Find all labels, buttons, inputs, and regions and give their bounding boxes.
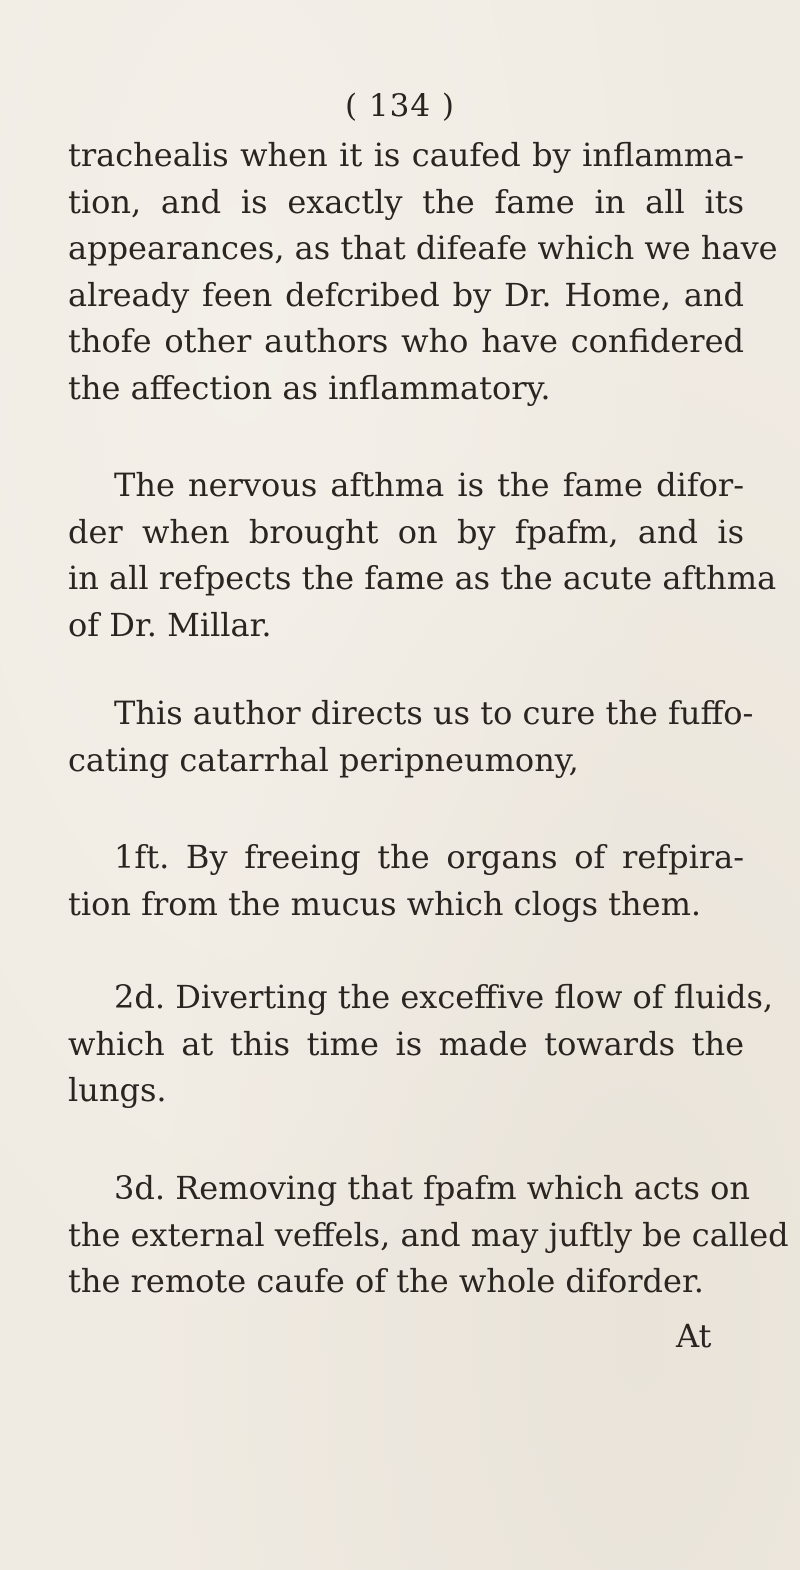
text-line: thofe other authors who have confidered bbox=[68, 322, 744, 361]
text-line: 1ft. By freeing the organs of refpira- bbox=[114, 838, 744, 876]
paragraph-4 bbox=[68, 834, 744, 927]
text-line: already feen defcribed by Dr. Home, and bbox=[68, 275, 744, 314]
paragraph-1 bbox=[68, 132, 778, 412]
text-line: appearances, as that difeafe which we have bbox=[68, 229, 778, 268]
paragraph-3 bbox=[68, 690, 754, 783]
text-line: tion from the mucus which clogs them. bbox=[68, 884, 702, 923]
text-line: 3d. Removing that fpafm which acts on bbox=[114, 1169, 751, 1207]
text-line: in all refpects the fame as the acute afthma bbox=[68, 559, 777, 598]
text-line: which at this time is made towards the bbox=[68, 1024, 744, 1063]
text-line: the remote caufe of the whole diforder. bbox=[68, 1262, 704, 1301]
text-line: tion, and is exactly the fame in all its bbox=[68, 182, 744, 221]
text-line: of Dr. Millar. bbox=[68, 605, 272, 644]
text-line: 2d. Diverting the exceffive flow of fluids, bbox=[114, 978, 774, 1016]
paragraph-5 bbox=[68, 974, 774, 1114]
text-line: The nervous afthma is the fame difor- bbox=[114, 466, 744, 504]
catchword: At bbox=[676, 1317, 712, 1355]
paragraph-6 bbox=[68, 1165, 789, 1305]
text-line: trachealis when it is caufed by inflamma- bbox=[68, 136, 744, 174]
text-line: der when brought on by fpafm, and is bbox=[68, 512, 744, 551]
text-line: lungs. bbox=[68, 1071, 167, 1110]
text-line: cating catarrhal peripneumony, bbox=[68, 740, 579, 779]
paragraph-2 bbox=[68, 462, 777, 648]
text-line: This author directs us to cure the fuffo- bbox=[114, 694, 754, 732]
page-number: ( 134 ) bbox=[344, 88, 456, 124]
text-line: the external veffels, and may juftly be called bbox=[68, 1215, 789, 1254]
text-line: the affection as inflammatory. bbox=[68, 368, 551, 407]
